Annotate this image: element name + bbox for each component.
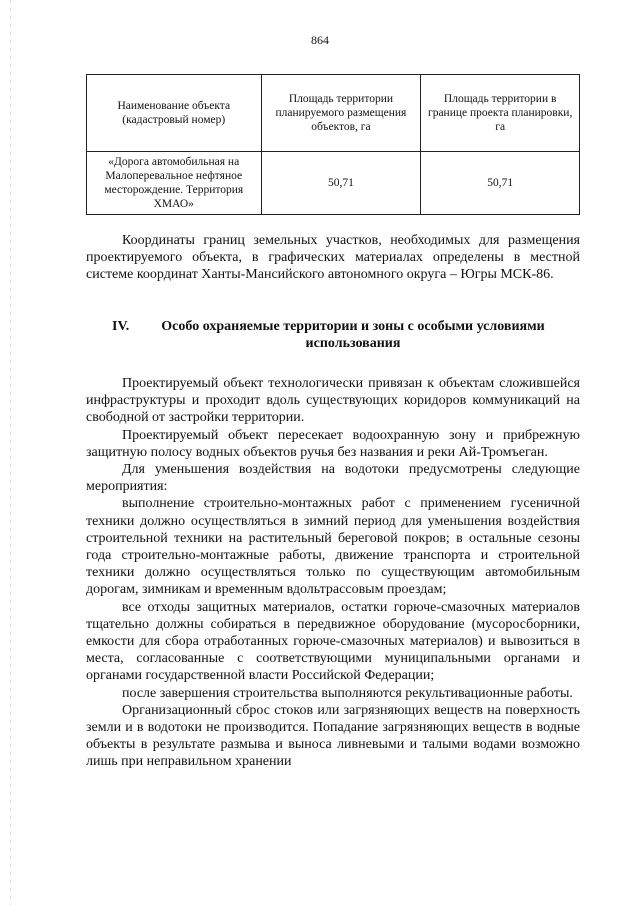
scan-margin-line	[10, 0, 11, 905]
body-paragraph: Организационный сброс стоков или загрязняющих веществ на поверхность земли и в водотоки не производится. Попадание загрязняющих веществ в водные объекты в результате размыва и выноса ливневыми и талыми водами возможно лишь при неправильном хранении	[86, 702, 580, 770]
page-number: 864	[311, 33, 329, 47]
body-paragraph: Проектируемый объект технологически привязан к объектам сложившейся инфраструктуры и проходит вдоль существующих коридоров коммуникаций на свободной от застройки территории.	[86, 376, 580, 426]
table-header-cell: Наименование объекта (кадастровый номер)	[87, 75, 262, 152]
coordinates-paragraph: Координаты границ земельных участков, необходимых для размещения проектируемого объекта, в графических материалах определены в местной системе координат Ханты-Мансийского автономного округа – Югры МСК-86.	[86, 233, 580, 283]
table-cell-area-project: 50,71	[421, 152, 580, 215]
table-header-cell: Площадь территории в границе проекта планировки, га	[421, 75, 580, 152]
objects-area-table	[86, 74, 580, 215]
body-paragraph: Для уменьшения воздействия на водотоки предусмотрены следующие мероприятия:	[86, 462, 580, 495]
coordinates-paragraph-block	[86, 232, 580, 284]
table-header-row	[87, 75, 580, 152]
table-row	[87, 152, 580, 215]
section-body	[86, 375, 580, 771]
section-title: Особо охраняемые территории и зоны с особыми условиями использования	[161, 319, 545, 352]
list-item: все отходы защитных материалов, остатки горюче-смазочных материалов тщательно должны собираться в передвижное оборудование (мусоросборники, емкости для сбора отработанных горюче-смазочных материалов) и вывозиться в места, согласованные с соответствующими муниципальными органами и органами государственной власти Российской Федерации;	[86, 599, 580, 684]
list-item: после завершения строительства выполняются рекультивационные работы.	[122, 685, 573, 701]
section-number: IV.	[112, 319, 130, 334]
list-item: выполнение строительно-монтажных работ с применением гусеничной техники должно осуществляться в зимний период для уменьшения воздействия строительной техники на растительный береговой покров; в остальные сезоны года строительно-монтажные работы, движение транспорта и строительной техники должно осуществляться только по существующим автомобильным дорогам, зимникам и временным вдольтрассовым проездам;	[86, 496, 580, 598]
section-heading	[86, 318, 580, 352]
table-cell-object-name: «Дорога автомобильная на Малоперевальное нефтяное месторождение. Территория ХМАО»	[87, 152, 262, 215]
table-header-cell: Площадь территории планируемого размещения объектов, га	[261, 75, 421, 152]
table-cell-area-placement: 50,71	[261, 152, 421, 215]
body-paragraph: Проектируемый объект пересекает водоохранную зону и прибрежную защитную полосу водных объектов ручья без названия и реки Ай-Тромъеган.	[86, 427, 580, 460]
